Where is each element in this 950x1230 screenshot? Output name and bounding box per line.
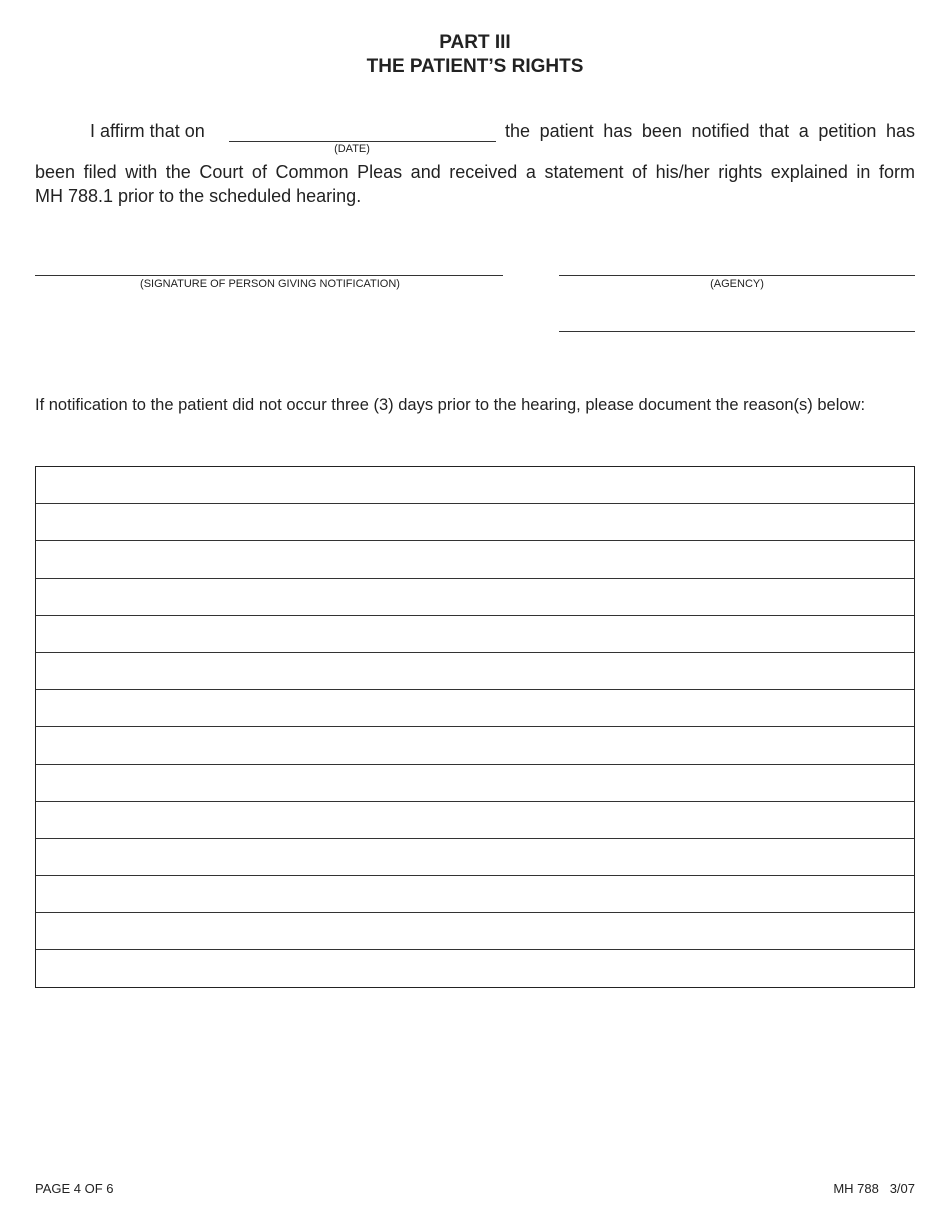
signature-label: (SIGNATURE OF PERSON GIVING NOTIFICATION) <box>140 278 400 290</box>
part-heading: PART III <box>439 32 511 53</box>
reason-line-14[interactable] <box>36 950 914 987</box>
reason-line-10[interactable] <box>36 802 914 839</box>
page-title: THE PATIENT’S RIGHTS <box>366 56 584 77</box>
affirm-line-2: been filed with the Court of Common Pleas and received a statement of his/her rights explained in form <box>35 162 915 182</box>
reason-prompt: If notification to the patient did not occur three (3) days prior to the hearing, please document the reason(s) below: <box>35 396 866 414</box>
reason-line-1[interactable] <box>36 467 914 504</box>
affirm-after-date-text: the patient has been notified that a petition has <box>505 121 915 141</box>
reason-line-9[interactable] <box>36 765 914 802</box>
date-label: (DATE) <box>334 143 370 155</box>
reason-line-12[interactable] <box>36 876 914 913</box>
affirm-lead-text: I affirm that on <box>90 121 205 141</box>
reason-line-4[interactable] <box>36 579 914 616</box>
reason-line-13[interactable] <box>36 913 914 950</box>
reason-line-5[interactable] <box>36 616 914 653</box>
form-number: MH 788 3/07 <box>833 1181 915 1196</box>
reason-line-7[interactable] <box>36 690 914 727</box>
reason-line-11[interactable] <box>36 839 914 876</box>
reason-line-8[interactable] <box>36 727 914 764</box>
date-field[interactable] <box>229 141 496 142</box>
reason-line-6[interactable] <box>36 653 914 690</box>
agency-field-line-2[interactable] <box>559 331 915 332</box>
agency-field[interactable] <box>559 275 915 276</box>
reason-line-3[interactable] <box>36 541 914 578</box>
page-number: PAGE 4 OF 6 <box>35 1181 114 1196</box>
reason-lines-box <box>35 466 915 988</box>
reason-line-2[interactable] <box>36 504 914 541</box>
agency-label: (AGENCY) <box>710 278 764 290</box>
affirm-line-3: MH 788.1 prior to the scheduled hearing. <box>35 186 362 206</box>
signature-field[interactable] <box>35 275 503 276</box>
